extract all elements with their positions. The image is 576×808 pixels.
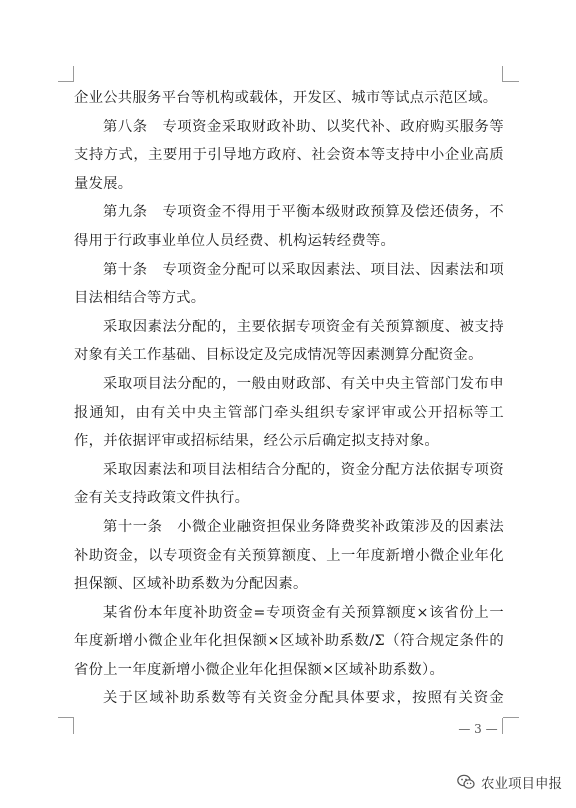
paragraph-article-11: 第十一条 小微企业融资担保业务降费奖补政策涉及的因素法补助资金，以专项资金有关预算额度、上一年度新增小微企业年化担保额、区域补助系数为分配因素。: [74, 518, 504, 593]
crop-mark-bottom-left-h: [58, 717, 74, 718]
paragraph-combined-method: 采取因素法和项目法相结合分配的，资金分配方法依据专项资金有关支持政策文件执行。: [74, 461, 504, 507]
watermark-text: 农业项目申报: [481, 776, 562, 792]
paragraph-article-8: 第八条 专项资金采取财政补助、以奖代补、政府购买服务等支持方式，主要用于引导地方政府、社会资本等支持中小企业高质量发展。: [74, 118, 504, 192]
paragraph-formula: 某省份本年度补助资金=专项资金有关预算额度×该省份上一年度新增小微企业年化担保额×区域补助系数/Σ（符合规定条件的省份上一年度新增小微企业年化担保额×区域补助系数）。: [74, 604, 504, 678]
paragraph-article-9: 第九条 专项资金不得用于平衡本级财政预算及偿还债务，不得用于行政事业单位人员经费、机构运转经费等。: [74, 204, 504, 249]
paragraph-continuation: 企业公共服务平台等机构或载体，开发区、城市等试点示范区域。: [74, 90, 498, 106]
crop-mark-top-left-v: [73, 66, 74, 82]
page-number: — 3 —: [458, 722, 498, 736]
crop-mark-top-right-v: [502, 66, 503, 82]
wechat-icon: [457, 774, 475, 790]
paragraph-factor-method: 采取因素法分配的，主要依据专项资金有关预算额度、被支持对象有关工作基础、目标设定及完成情况等因素测算分配资金。: [74, 318, 504, 364]
crop-mark-top-right-h: [503, 81, 519, 82]
paragraph-article-10: 第十条 专项资金分配可以采取因素法、项目法、因素法和项目法相结合等方式。: [74, 261, 504, 307]
paragraph-regional-coefficient: 关于区域补助系数等有关资金分配具体要求，按照有关资金: [103, 690, 504, 707]
crop-mark-bottom-right-h: [503, 717, 519, 718]
crop-mark-top-left-h: [58, 81, 74, 82]
watermark: [457, 772, 562, 792]
crop-mark-bottom-left-v: [73, 718, 74, 734]
document-body: [74, 84, 504, 713]
paragraph-project-method: 采取项目法分配的，一般由财政部、有关中央主管部门发布申报通知，由有关中央主管部门牵头组织专家评审或公开招标等工作，并依据评审或招标结果，经公示后确定拟支持对象。: [74, 375, 504, 450]
